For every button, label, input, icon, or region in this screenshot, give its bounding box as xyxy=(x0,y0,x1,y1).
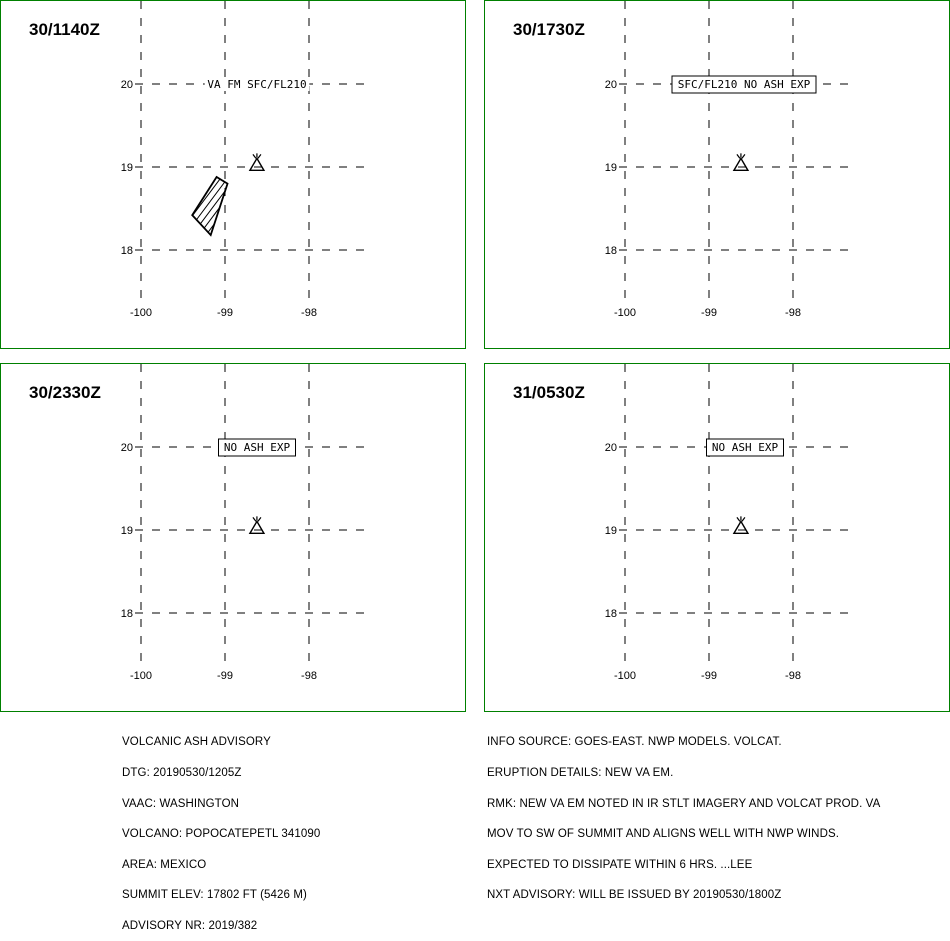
advisory-line: ADVISORY NR: 2019/382 xyxy=(122,919,258,932)
volcano-icon xyxy=(250,516,264,533)
lon-tick-label: -100 xyxy=(129,670,153,682)
panel-valid-time: 31/0530Z xyxy=(513,383,585,402)
advisory-right-block xyxy=(487,717,880,911)
forecast-label: NO ASH EXP xyxy=(711,441,779,454)
map-canvas xyxy=(1,364,465,711)
panel-valid-time: 30/2330Z xyxy=(29,383,101,402)
lat-tick-label: 18 xyxy=(604,608,617,620)
advisory-line: RMK: NEW VA EM NOTED IN IR STLT IMAGERY AND VOLCAT PROD. VA xyxy=(487,797,881,810)
lon-tick-label: -100 xyxy=(129,307,153,319)
map-canvas xyxy=(485,1,949,348)
advisory-line: VAAC: WASHINGTON xyxy=(122,797,240,810)
lon-tick-label: -99 xyxy=(701,670,717,682)
forecast-panel-2 xyxy=(484,0,950,349)
advisory-line: SUMMIT ELEV: 17802 FT (5426 M) xyxy=(122,889,307,902)
lon-tick-label: -98 xyxy=(785,670,801,682)
lat-tick-label: 19 xyxy=(120,162,133,174)
forecast-label: SFC/FL210 NO ASH EXP xyxy=(677,78,811,91)
advisory-line: VOLCANIC ASH ADVISORY xyxy=(122,736,271,749)
advisory-line: DTG: 20190530/1205Z xyxy=(122,767,242,779)
lat-tick-label: 18 xyxy=(604,245,617,257)
forecast-panel-3 xyxy=(0,363,466,712)
volcano-icon xyxy=(734,516,748,533)
lon-tick-label: -99 xyxy=(217,307,233,319)
lon-tick-label: -99 xyxy=(701,307,717,319)
lat-tick-label: 18 xyxy=(120,245,133,257)
advisory-line: MOV TO SW OF SUMMIT AND ALIGNS WELL WITH NWP WINDS. xyxy=(487,828,840,841)
lon-tick-label: -99 xyxy=(217,670,233,682)
ash-hatching xyxy=(131,171,366,251)
advisory-line: EXPECTED TO DISSIPATE WITHIN 6 HRS. ...LEE xyxy=(487,858,753,871)
advisory-line: AREA: MEXICO xyxy=(122,858,207,871)
forecast-panel-4 xyxy=(484,363,950,712)
map-canvas xyxy=(485,364,949,711)
volcano-icon xyxy=(734,153,748,170)
advisory-line: NXT ADVISORY: WILL BE ISSUED BY 20190530/1800Z xyxy=(487,889,782,902)
lon-tick-label: -100 xyxy=(613,307,637,319)
forecast-panel-1 xyxy=(0,0,466,349)
advisory-line: ERUPTION DETAILS: NEW VA EM. xyxy=(487,767,674,779)
panel-valid-time: 30/1730Z xyxy=(513,20,585,39)
lon-tick-label: -100 xyxy=(613,670,637,682)
lon-tick-label: -98 xyxy=(301,307,317,319)
lon-tick-label: -98 xyxy=(301,670,317,682)
forecast-label: NO ASH EXP xyxy=(223,441,291,454)
forecast-label: VA FM SFC/FL210 xyxy=(207,78,307,91)
panel-valid-time: 30/1140Z xyxy=(29,20,100,39)
advisory-left-block xyxy=(122,717,320,941)
map-canvas xyxy=(1,1,465,348)
lat-tick-label: 19 xyxy=(120,525,133,537)
lat-tick-label: 20 xyxy=(120,442,133,454)
advisory-line: INFO SOURCE: GOES-EAST. NWP MODELS. VOLCAT. xyxy=(487,736,782,749)
lat-tick-label: 20 xyxy=(604,442,617,454)
lat-tick-label: 18 xyxy=(120,608,133,620)
lat-tick-label: 19 xyxy=(604,525,617,537)
lat-tick-label: 19 xyxy=(604,162,617,174)
lon-tick-label: -98 xyxy=(785,307,801,319)
volcano-icon xyxy=(250,153,264,170)
lat-tick-label: 20 xyxy=(120,79,133,91)
lat-tick-label: 20 xyxy=(604,79,617,91)
advisory-line: VOLCANO: POPOCATEPETL 341090 xyxy=(122,828,321,841)
